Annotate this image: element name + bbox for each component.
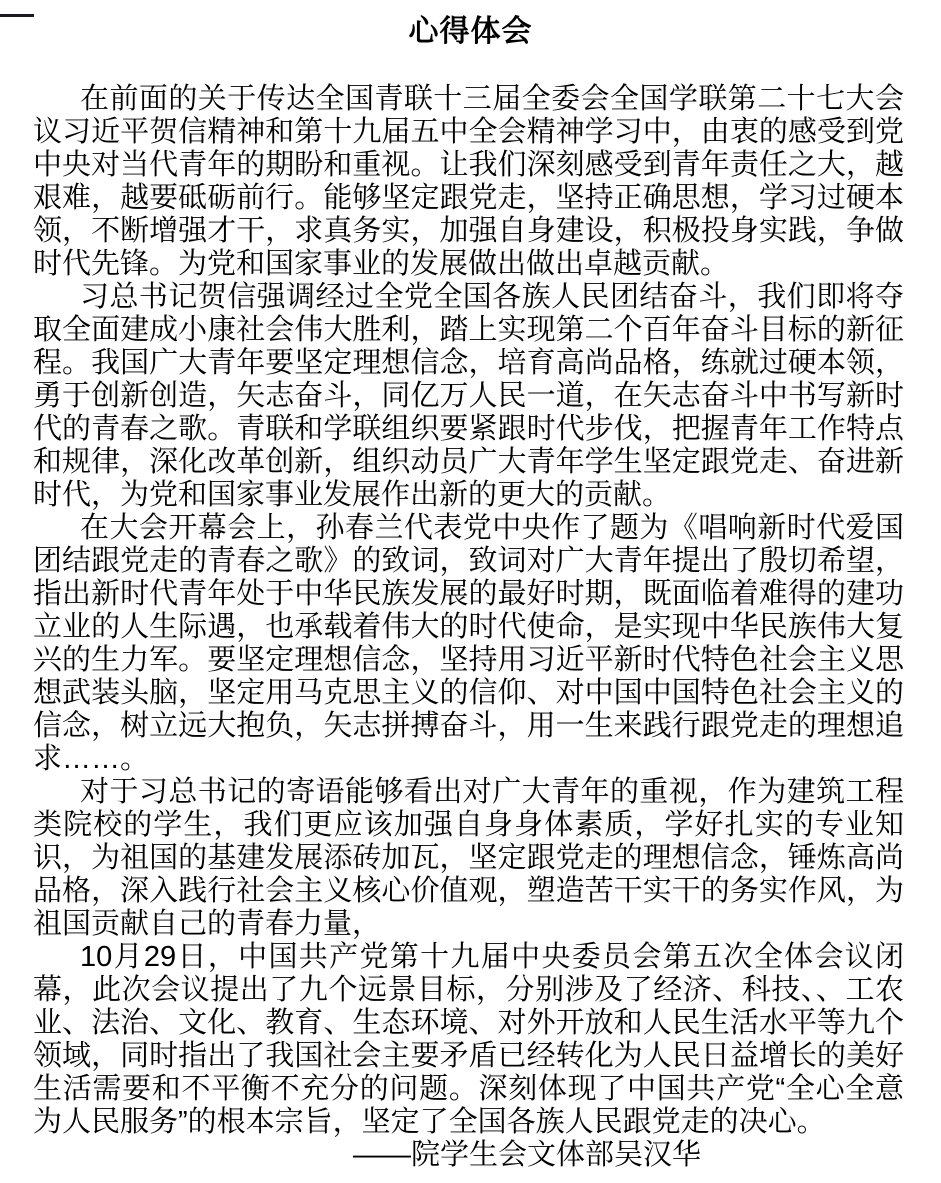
body-paragraph-5: 10月29日，中国共产党第十九届中央委员会第五次全体会议闭幕，此次会议提出了九个远景目标，分别涉及了经济、科技、、工农业、法治、文化、教育、生态环境、对外开放和人民生活水平等九个领域，同时指出了我国社会主要矛盾已经转化为人民日益增长的美好生活需要和不平衡不充分的问题。深刻体现了中国共产党“全心全意为人民服务”的根本宗旨，坚定了全国各族人民跟党走的决心。 [33, 941, 904, 1138]
document-page [0, 14, 941, 1172]
document-title: 心得体会 [408, 15, 533, 48]
signature-line: ——院学生会文体部吴汉华 [353, 1139, 702, 1171]
screen-edge-artifact [0, 14, 34, 17]
body-paragraph-1: 在前面的关于传达全国青联十三届全委会全国学联第二十七大会议习近平贺信精神和第十九届五中全会精神学习中，由衷的感受到党中央对当代青年的期盼和重视。让我们深刻感受到青年责任之大，越艰难，越要砥砺前行。能够坚定跟党走，坚持正确思想，学习过硬本领，不断增强才干，求真务实，加强自身建设，积极投身实践，争做时代先锋。为党和国家事业的发展做出做出卓越贡献。 [33, 83, 904, 280]
body-paragraph-4: 对于习总书记的寄语能够看出对广大青年的重视，作为建筑工程类院校的学生，我们更应该加强自身身体素质，学好扎实的专业知识，为祖国的基建发展添砖加瓦，坚定跟党走的理想信念，锤炼高尚品格，深入践行社会主义核心价值观，塑造苦干实干的务实作风，为祖国贡献自己的青春力量， [33, 776, 904, 940]
body-paragraph-3: 在大会开幕会上，孙春兰代表党中央作了题为《唱响新时代爱国团结跟党走的青春之歌》的致词，致词对广大青年提出了殷切希望，指出新时代青年处于中华民族发展的最好时期，既面临着难得的建功立业的人生际遇，也承载着伟大的时代使命，是实现中华民族伟大复兴的生力军。要坚定理想信念，坚持用习近平新时代特色社会主义思想武装头脑，坚定用马克思主义的信仰、对中国中国特色社会主义的信念，树立远大抱负，矢志拼搏奋斗，用一生来践行跟党走的理想追求……。 [33, 512, 904, 775]
body-paragraph-2: 习总书记贺信强调经过全党全国各族人民团结奋斗，我们即将夺取全面建成小康社会伟大胜利，踏上实现第二个百年奋斗目标的新征程。我国广大青年要坚定理想信念，培育高尚品格，练就过硬本领，勇于创新创造，矢志奋斗，同亿万人民一道，在矢志奋斗中书写新时代的青春之歌。青联和学联组织要紧跟时代步伐，把握青年工作特点和规律，深化改革创新，组织动员广大青年学生坚定跟党走、奋进新时代，为党和国家事业发展作出新的更大的贡献。 [33, 281, 904, 511]
document-body [0, 83, 941, 1172]
